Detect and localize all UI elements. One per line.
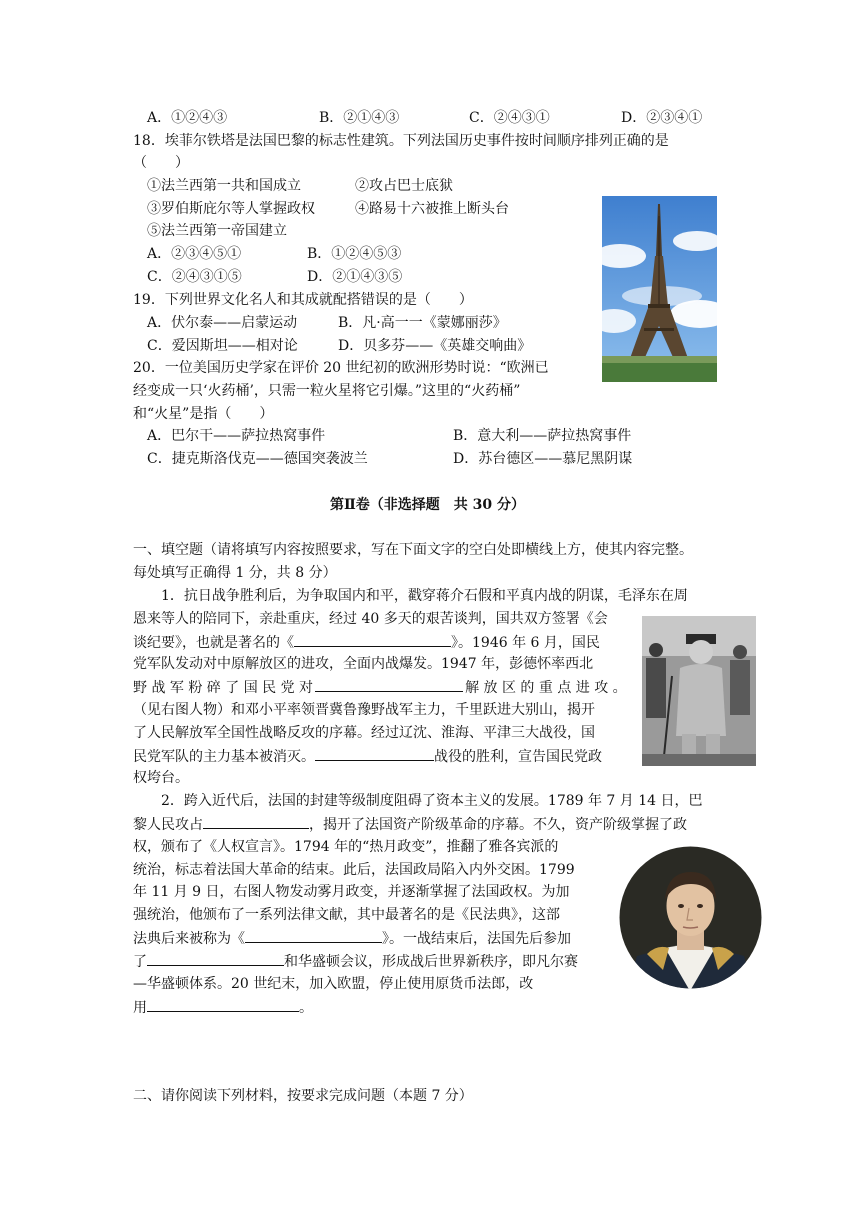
- p1-line-6: （见右图人物）和邓小平率领晋冀鲁豫野战军主力，千里跃进大别山，揭开: [133, 702, 595, 718]
- q18-option-a: A．②③④⑤①: [147, 246, 242, 262]
- part2-heading: 二、请你阅读下列材料，按要求完成问题（本题 7 分）: [133, 1088, 473, 1104]
- p1-line-5: [133, 676, 627, 700]
- q17-option-b: B．②①④③: [319, 110, 400, 126]
- p2-line-9: —华盛顿体系。20 世纪末，加入欧盟，停止使用原货币法郎，改: [133, 976, 534, 992]
- p2-line-8-end: 和华盛顿会议，形成战后世界新秩序，即凡尔赛: [284, 954, 578, 970]
- p1-line-5-end: 解 放 区 的 重 点 进 攻 。: [465, 680, 627, 696]
- q17-option-d: D．②③④①: [621, 110, 703, 126]
- q18-stem: 18．埃菲尔铁塔是法国巴黎的标志性建筑。下列法国历史事件按时间顺序排列正确的是: [133, 133, 669, 149]
- q20-option-d: D．苏台德区——慕尼黑阴谋: [453, 451, 633, 467]
- eiffel-tower-image: [602, 196, 717, 382]
- napoleon-portrait-icon: [617, 844, 764, 991]
- part1-heading-line-1: 一、填空题（请将填写内容按照要求，写在下面文字的空白处即横线上方，使其内容完整。: [133, 542, 693, 558]
- blank-liberated-area[interactable]: [315, 676, 463, 692]
- q18-option-c: C．②④③①⑤: [147, 269, 242, 285]
- p1-line-1: 1．抗日战争胜利后，为争取国内和平，戳穿蒋介石假和平真内战的阴谋，毛泽东在周: [161, 588, 688, 604]
- q20-option-b: B．意大利——萨拉热窝事件: [453, 428, 632, 444]
- q18-option-b: B．①②④⑤③: [307, 246, 402, 262]
- q18-option-d: D．②①④③⑤: [307, 269, 403, 285]
- p2-line-7-end: 》。一战结束后，法国先后参加: [382, 931, 571, 947]
- q20-option-a: A．巴尔干——萨拉热窝事件: [147, 428, 326, 444]
- p1-line-5-start: 野 战 军 粉 碎 了 国 民 党 对: [133, 680, 314, 696]
- section-2-title: 第Ⅱ卷（非选择题 共 30 分）: [330, 497, 526, 513]
- p2-line-2: [133, 813, 687, 837]
- p1-line-7: 了人民解放军全国性战略反攻的序幕。经过辽沈、淮海、平津三大战役，国: [133, 725, 595, 741]
- p2-line-5: 年 11 月 9 日，右图人物发动雾月政变，并逐渐掌握了法国政权。为加: [133, 884, 570, 900]
- q18-event-4: ④路易十六被推上断头台: [355, 201, 509, 217]
- p2-line-6: 强统治，他颁布了一系列法律文献，其中最著名的是《民法典》，这部: [133, 907, 560, 923]
- p2-line-7: [133, 927, 571, 951]
- eiffel-tower-icon: [602, 196, 717, 382]
- blank-battle[interactable]: [315, 745, 434, 761]
- p2-line-1: 2．跨入近代后，法国的封建等级制度阻碍了资本主义的发展。1789 年 7 月 14 日，巴: [161, 793, 703, 809]
- p1-line-3-start: 谈纪要》，也就是著名的《: [133, 635, 294, 651]
- p1-line-2: 恩来等人的陪同下，亲赴重庆，经过 40 多天的艰苦谈判，国共双方签署《会: [133, 611, 608, 627]
- p2-line-3: 权，颁布了《人权宣言》。1794 年的“热月政变”，推翻了雅各宾派的: [133, 839, 559, 855]
- p2-line-10-end: 。: [299, 1000, 313, 1016]
- q18-event-3: ③罗伯斯庇尔等人掌握政权: [147, 201, 315, 217]
- blank-bastille[interactable]: [203, 813, 309, 829]
- p1-line-3-end: 》。1946 年 6 月，国民: [451, 635, 600, 651]
- q19-option-c: C．爱因斯坦——相对论: [147, 338, 298, 354]
- general-photo: [642, 616, 756, 766]
- q18-answer-bracket: （ ）: [133, 155, 189, 171]
- q20-stem-line-1: 20．一位美国历史学家在评价 20 世纪初的欧洲形势时说：“欧洲已: [133, 360, 549, 376]
- q17-option-c: C．②④③①: [469, 110, 550, 126]
- q19-option-d: D．贝多芬——《英雄交响曲》: [338, 338, 532, 354]
- p2-line-2-start: 黎人民攻占: [133, 817, 203, 833]
- part1-heading-line-2: 每处填写正确得 1 分，共 8 分）: [133, 565, 337, 581]
- q19-option-a: A．伏尔泰——启蒙运动: [147, 315, 298, 331]
- q20-stem-line-2: 经变成一只‘火药桶’，只需一粒火星将它引爆。”这里的“火药桶”: [133, 383, 521, 399]
- q19-option-b: B．凡·高一一《蒙娜丽莎》: [338, 315, 507, 331]
- p1-line-9: 权垮台。: [133, 770, 189, 786]
- p2-line-10-start: 用: [133, 1000, 147, 1016]
- p2-line-10: [133, 996, 313, 1020]
- blank-treaty[interactable]: [294, 631, 451, 647]
- p2-line-8-start: 了: [133, 954, 147, 970]
- q18-event-1: ①法兰西第一共和国成立: [147, 178, 301, 194]
- p2-line-8: [133, 950, 578, 974]
- q17-option-a: A．①②④③: [147, 110, 228, 126]
- blank-currency[interactable]: [147, 996, 299, 1012]
- q20-option-c: C．捷克斯洛伐克——德国突袭波兰: [147, 451, 368, 467]
- p2-line-2-end: ，揭开了法国资产阶级革命的序幕。不久，资产阶级掌握了政: [309, 817, 687, 833]
- blank-code-name[interactable]: [245, 927, 382, 943]
- q18-event-2: ②攻占巴士底狱: [355, 178, 453, 194]
- q20-stem-line-3: 和“火星”是指（ ）: [133, 406, 274, 422]
- blank-conference[interactable]: [147, 950, 284, 966]
- p1-line-4: 党军队发动对中原解放区的进攻，全面内战爆发。1947 年，彭德怀率西北: [133, 656, 594, 672]
- q18-event-5: ⑤法兰西第一帝国建立: [147, 223, 287, 239]
- p1-line-8: [133, 745, 602, 769]
- p2-line-4: 统治，标志着法国大革命的结束。此后，法国政局陷入内外交困。1799: [133, 862, 575, 878]
- p1-line-8-start: 民党军队的主力基本被消灭。: [133, 749, 315, 765]
- napoleon-portrait: [617, 844, 764, 991]
- p2-line-7-start: 法典后来被称为《: [133, 931, 245, 947]
- p1-line-3: [133, 631, 600, 655]
- q19-stem: 19．下列世界文化名人和其成就配搭错误的是（ ）: [133, 292, 473, 308]
- p1-line-8-end: 战役的胜利，宣告国民党政: [434, 749, 602, 765]
- general-photo-icon: [642, 616, 756, 766]
